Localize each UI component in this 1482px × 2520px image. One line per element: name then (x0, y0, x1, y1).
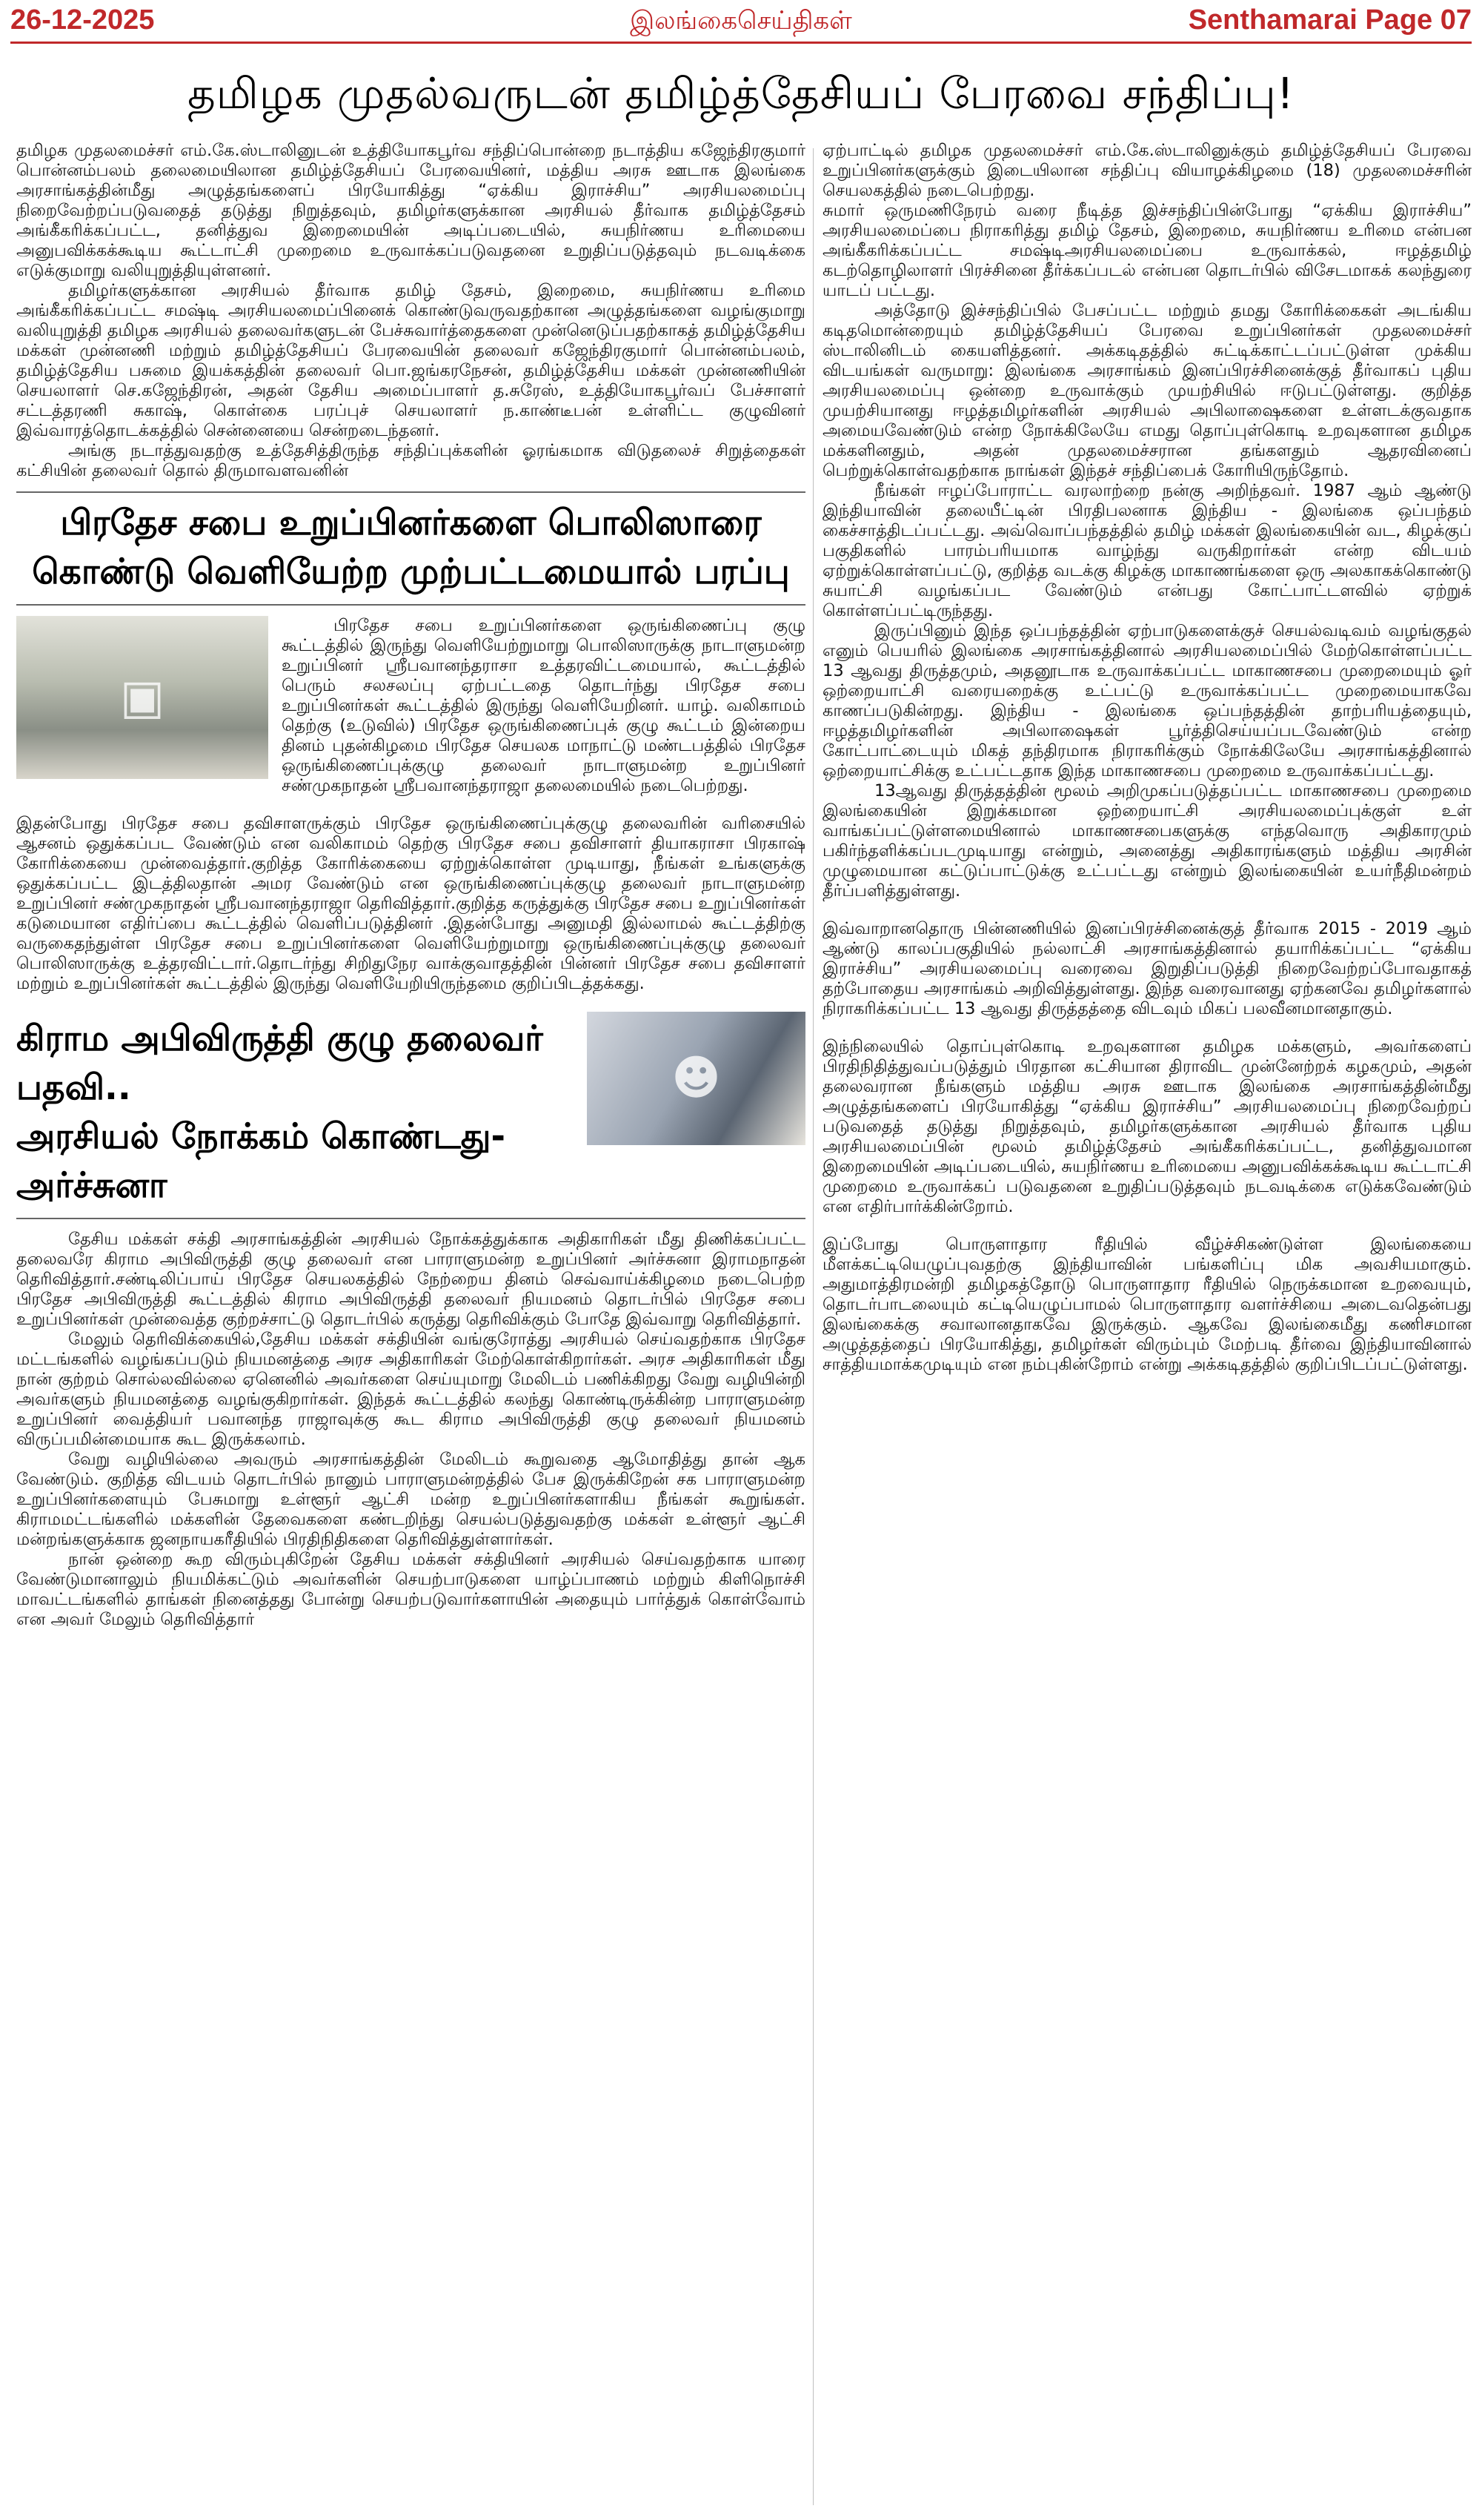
continued-para-8: இந்நிலையில் தொப்புள்கொடி உறவுகளான தமிழக மக்களும், அவர்களைப் பிரதிநிதித்துவப்படுத்தும் பிரதான கட்சியான திராவிட முன்னேற்றக் கழகமும், அதன் தலைவரான நீங்களும் மத்திய அரசு ஊடாக இலங்கை அரசாங்கத்தின்மீது அழுத்தங்களைப் பிரயோகித்து “ஏக்கிய இராச்சிய” அரசியலமைப்பு நிறைவேற்றப் படுவதைத் தடுத்து நிறுத்தவும், தமிழர்களுக்கான அரசியல் தீர்வாக புதிய அரசியலமைப்பின் மூலம் தமிழ்த்தேசம் அங்கீகரிக்கப்பட்ட, தனித்துவமான இறைமையின் அடிப்படையில், சுயநிர்ணய உரிமையை அனுபவிக்கக்கூடிய கூட்டாட்சி முறைமை உருவாக்கப் படுவதனை உறுதிப்படுத்தவும் நடவடிக்கை எடுக்கவேண்டும் என எதிர்பார்க்கின்றோம். (823, 1037, 1472, 1216)
continued-para-2: சுமார் ஒருமணிநேரம் வரை நீடித்த இச்சந்திப்பின்போது “ஏக்கிய இராச்சிய” அரசியலமைப்பை நிராகரித்து தமிழ் தேசம், இறைமை, சுயநிர்ணய உரிமை என்பன அங்கீகரிக்கப்பட்ட சமஷ்டிஅரசியலமைப்பை உருவாக்கல், ஈழத்தமிழ் கடற்தொழிலாளர் பிரச்சினை தீர்க்கப்படல் என்பன தொடர்பில் விசேடமாகக் கலந்துரை யாடப் பட்டது. (823, 201, 1472, 300)
article3-para-3: வேறு வழியில்லை அவரும் அரசாங்கத்தின் மேலிடம் கூறுவதை ஆமோதித்து தான் ஆக வேண்டும். குறித்த விடயம் தொடர்பில் நானும் பாராளுமன்றத்தில் பேச இருக்கிறேன் சக பாராளுமன்ற உறுப்பினர்களையும் பேசுமாறு உள்ளூர் ஆட்சி மன்ற உறுப்பினர்களாகிய நீங்கள் கூறுங்கள். கிராமமட்டங்களில் மக்களின் தேவைகளை கண்டறிந்து செயல்படுத்துவதற்கு மக்கள் உள்ளூர் ஆட்சி மன்றங்களுக்காக ஜனநாயகரீதியில் பிரதிநிதிகளை தெரிவித்துள்ளார்கள். (16, 1450, 805, 1549)
meeting-photo (16, 616, 268, 779)
article1-para-3: அங்கு நடாத்துவதற்கு உத்தேசித்திருந்த சந்திப்புக்களின் ஓரங்கமாக விடுதலைச் சிறுத்தைகள் கட்சியின் தலைவர் தொல் திருமாவளவனின் (16, 441, 805, 480)
edition-page: Senthamarai Page 07 (1188, 4, 1472, 36)
issue-date: 26-12-2025 (10, 4, 155, 36)
section-title: இலங்கைசெய்திகள் (630, 6, 852, 36)
continued-para-1: ஏற்பாட்டில் தமிழக முதலமைச்சர் எம்.கே.ஸ்டாலினுக்கும் தமிழ்த்தேசியப் பேரவை உறுப்பினர்களுக்கும் இடையிலான சந்திப்பு வியாழக்கிழமை (18) முதலமைச்சரின் செயலகத்தில் நடைபெற்றது. (823, 141, 1472, 200)
article3-para-4: நான் ஒன்றை கூற விரும்புகிறேன் தேசிய மக்கள் சக்தியினர் அரசியல் செய்வதற்காக யாரை வேண்டுமானாலும் நியமிக்கட்டும் அவர்களின் செயற்பாடுகளை யாழ்ப்பாணம் மற்றும் கிளிநொச்சி மாவட்டங்களில் தாங்கள் நினைத்தது போன்று செயற்படுவார்களாயின் அதையும் பார்த்துக் கொள்வோம் என அவர் மேலும் தெரிவித்தார் (16, 1550, 805, 1629)
continued-para-4: நீங்கள் ஈழப்போராட்ட வரலாற்றை நன்கு அறிந்தவர். 1987 ஆம் ஆண்டு இந்தியாவின் தலையீட்டின் பிரதிபலனாக இந்திய - இலங்கை ஒப்பந்தம் கைச்சாத்திடப்பட்டது. அவ்வொப்பந்தத்தில் தமிழ் மக்கள் இலங்கையின் வட, கிழக்குப் பகுதிகளில் பாரம்பரியமாக வாழ்ந்து வருகிறார்கள் என்ற விடயம் ஏற்றுக்கொள்ளப்பட்டு, குறித்த வடக்கு கிழக்கு மாகாணங்களை ஒரு அலகாகக்கொண்டு சுயாட்சி வழங்கப்பட வேண்டும் என்பது கோட்பாட்டளவில் ஏற்றுக் கொள்ளப்பட்டிருந்தது. (823, 481, 1472, 620)
archchuna-portrait-photo (587, 1012, 805, 1145)
person-icon: ☻ (671, 1051, 721, 1106)
article1-para-1: தமிழக முதலமைச்சர் எம்.கே.ஸ்டாலினுடன் உத்தியோகபூர்வ சந்திப்பொன்றை நடாத்திய கஜேந்திரகுமார் பொன்னம்பலம் தலைமையிலான தமிழ்த்தேசியப் பேரவையினர், மத்திய அரசு ஊடாக இலங்கை அரசாங்கத்தின்மீது அழுத்தங்களைப் பிரயோகித்து “ஏக்கிய இராச்சிய” அரசியலமைப்பு நிறைவேற்றப்படுவதைத் தடுத்து நிறுத்தவும், தமிழர்களுக்கான அரசியல் தீர்வாக தமிழ்த்தேசம் அங்கீகரிக்கப்பட்ட, தனித்துவ இறைமையின் அடிப்படையில், சுயநிர்ணய உரிமையை அனுபவிக்கக்கூடிய கூட்டாட்சி முறைமை உருவாக்கப்படுவதனை உறுதிப்படுத்தவும் நடவடிக்கை எடுக்குமாறு வலியுறுத்தியுள்ளனர். (16, 141, 805, 280)
camera-icon: ▣ (119, 670, 165, 725)
masthead-rule (10, 42, 1472, 44)
right-column (823, 141, 1472, 2513)
article2-para-1: பிரதேச சபை உறுப்பினர்களை ஒருங்கிணைப்பு குழு கூட்டத்தில் இருந்து வெளியேற்றுமாறு பொலிஸாருக்கு நாடாளுமன்ற உறுப்பினர் ஸ்ரீபவானந்தராசா உத்தரவிட்டமையால், கூட்டத்தில் பெரும் சலசலப்பு ஏற்பட்டதை தொடர்ந்து பிரதேச சபை உறுப்பினர்கள் கூட்டத்தில் இருந்து வெளியேறினர். யாழ். வலிகாமம் தெற்கு (உடுவில்) பிரதேச ஒருங்கிணைப்புக் குழு கூட்டம் இன்றைய தினம் புதன்கிழமை பிரதேச செயலக மாநாட்டு மண்டபத்தில் பிரதேச ஒருங்கிணைப்புக்குழு தலைவர் நாடாளுமன்ற உறுப்பினர் சண்முகநாதன் ஸ்ரீபவானந்தராஜா தலைமையில் நடைபெற்றது. (282, 616, 805, 795)
article-stalin-meeting (16, 141, 805, 481)
article2-headline-box (16, 491, 805, 606)
continued-para-3: அத்தோடு இச்சந்திப்பில் பேசப்பட்ட மற்றும் தமது கோரிக்கைகள் அடங்கிய கடிதமொன்றையும் தமிழ்த்தேசியப் பேரவை உறுப்பினர்கள் முதலமைச்சர் ஸ்டாலினிடம் கையளித்தனர். அக்கடிதத்தில் சுட்டிக்காட்டப்பட்டுள்ள முக்கிய விடயங்கள் வருமாறு: இலங்கை அரசாங்கம் இனப்பிரச்சினைக்குத் தீர்வாகப் புதிய அரசியலமைப்பு ஒன்றை உருவாக்கும் முயற்சியில் ஈடுபட்டுள்ளது. குறித்த முயற்சியானது ஈழத்தமிழர்களின் அரசியல் அபிலாஷைகளை உள்ளடக்குவதாக அமையவேண்டும் என்ற நோக்கிலேயே எமது தொப்புள்கொடி உறவுகளான தமிழக மக்களினதும், அதன் முதலமைச்சரான தங்களதும் ஆதரவினைப் பெற்றுக்கொள்வதற்காக நாங்கள் இந்தச் சந்திப்பைக் கோரியிருந்தோம். (823, 301, 1472, 480)
article2-para-2: இதன்போது பிரதேச சபை தவிசாளருக்கும் பிரதேச ஒருங்கிணைப்புக்குழு தலைவரின் வரிசையில் ஆசனம் ஒதுக்கப்பட வேண்டும் என வலிகாமம் தெற்கு பிரதேச சபை தவிசாளர் தியாகராசா பிரகாஷ் கோரிக்கையை முன்வைத்தார்.குறித்த கோரிக்கையை ஏற்றுக்கொள்ள முடியாது, நீங்கள் உங்களுக்கு ஒதுக்கப்பட்ட இடத்திலதான் அமர வேண்டும் என ஒருங்கிணைப்புக்குழு தலைவர் நாடாளுமன்ற உறுப்பினர் சண்முகநாதன் ஸ்ரீபவானந்தராஜா தெரிவித்தார்.குறித்த கருத்துக்கு பிரதேச சபை உறுப்பினர்கள் கடுமையான எதிர்ப்பை கூட்டத்தில் வெளிப்படுத்தினர் .இதன்போது அனுமதி இல்லாமல் கூட்டத்திற்கு வருகைதந்துள்ள பிரதேச சபை உறுப்பினர்களை வெளியேற்றுமாறு ஒருங்கிணைப்புக்குழு தலைவர் பொலிஸாருக்கு உத்தரவிட்டார்.தொடர்ந்து சிறிதுநேர வாக்குவாதத்தின் பின்னர் பிரதேச சபை தவிசாளர் மற்றும் உறுப்பினர்கள் கூட்டத்தில் இருந்து வெளியேறியிருந்தமை குறிப்பிடத்தக்கது. (16, 814, 805, 993)
article1-para-2: தமிழர்களுக்கான அரசியல் தீர்வாக தமிழ் தேசம், இறைமை, சுயநிர்ணய உரிமை அங்கீகரிக்கப்பட்ட சமஷ்டி அரசியலமைப்பினைக் கொண்டுவருவதற்கான அழுத்தங்களை வழங்குமாறு வலியுறுத்தி தமிழக அரசியல் தலைவர்களுடன் பேச்சுவார்த்தைகளை முன்னெடுப்பதற்காகத் தமிழ்த்தேசிய மக்கள் முன்னணி மற்றும் தமிழ்த்தேசியப் பேரவையின் தலைவர் கஜேந்திரகுமார் பொன்னம்பலம், தமிழ்த்தேசிய பசுமை இயக்கத்தின் தலைவர் பொ.ஜங்கரநேசன், தமிழ்த்தேசிய மக்கள் முன்னணியின் செயலாளர் செ.கஜேந்திரன், அதன் தேசிய அமைப்பாளர் த.சுரேஸ், உத்தியோகபூர்வப் பேச்சாளர் சட்டத்தரணி சுகாஷ், கொள்கை பரப்புச் செயலாளர் ந.காண்டீபன் உள்ளிட்ட குழுவினர் இவ்வாரத்தொடக்கத்தில் சென்னையை சென்றடைந்தனர். (16, 281, 805, 440)
continued-para-5: இருப்பினும் இந்த ஒப்பந்தத்தின் ஏற்பாடுகளைக்குச் செயல்வடிவம் வழங்குதல் எனும் பெயரில் இலங்கை அரசாங்கத்தினால் அரசியலமைப்பில் மேற்கொள்ளப்பட்ட 13 ஆவது திருத்தமும், அதனூடாக உருவாக்கப்பட்ட மாகாணசபை முறைமையும் ஓர் ஒற்றையாட்சி வரையறைக்கு உட்பட்டு உருவாக்கப்பட்ட முறைமையாகவே காணப்படுகின்றது. இந்திய - இலங்கை ஒப்பந்தத்தின் தாற்பரியத்தையும், ஈழத்தமிழர்களின் அபிலாஷைகள் பூர்த்திசெய்யப்படவேண்டும் என்ற கோட்பாட்டையும் மிகத் தந்திரமாக நிராகரிக்கும் நோக்கிலேயே அரசாங்கத்தினால் ஒற்றையாட்சிக்கு உட்பட்டதாக இந்த மாகாணசபை முறைமை உருவாக்கப்பட்டது. (823, 621, 1472, 780)
continued-para-6: 13ஆவது திருத்தத்தின் மூலம் அறிமுகப்படுத்தப்பட்ட மாகாணசபை முறைமை இலங்கையின் இறுக்கமான ஒற்றையாட்சி அரசியலமைப்புக்குள் உள் வாங்கப்பட்டுள்ளமையினால் மாகாணசபைகளுக்கு எந்தவொரு அதிகாரமும் பகிர்ந்தளிக்கப்படமுடியாது என்றும், அனைத்து அதிகாரங்களும் மத்திய அரசின் முழுமையான கட்டுப்பாட்டுக்கு உட்பட்டது என்றும் இலங்கையின் உயர்நீதிமன்றம் தீர்ப்பளித்துள்ளது. (823, 781, 1472, 901)
article3-para-2: மேலும் தெரிவிக்கையில்,தேசிய மக்கள் சக்தியின் வங்குரோத்து அரசியல் செய்வதற்காக பிரதேச மட்டங்களில் வழங்கப்படும் நியமனத்தை அரச அதிகாரிகள் மேற்கொள்கிறார்கள். அரச அதிகாரிகள் மீது நான் குற்றம் சொல்லவில்லை ஏனெனில் அவர்களை செய்யுமாறு மேலிடம் பணிக்கிறது வேறு வழியின்றி அவர்களும் நியமனத்தை வழங்குகிறார்கள். இந்தக் கூட்டத்தில் கலந்து கொண்டிருக்கின்ற பாராளுமன்ற உறுப்பினர் வைத்தியர் பவானந்த ராஜாவுக்கு கூட கிராம அபிவிருத்தி குழு தலைவர் நியமனம் விருப்பமின்மையாக கூட இருக்கலாம். (16, 1330, 805, 1449)
column-divider (813, 148, 814, 2505)
continued-para-9: இப்போது பொருளாதார ரீதியில் வீழ்ச்சிகண்டுள்ள இலங்கையை மீளக்கட்டியெழுப்புவதற்கு இந்தியாவின் பங்களிப்பு மிக அவசியமாகும். அதுமாத்திரமன்றி தமிழகத்தோடு பொருளாதார ரீதியில் நெருக்கமான உறவையும், தொடர்பாடலையும் கட்டியெழுப்பாமல் பொருளாதார வளர்ச்சியை அடைவதென்பது இலங்கைக்கு சவாலானதாகவே இருக்கும். ஆகவே இலங்கைமீது கணிசமான அழுத்தத்தைப் பிரயோகித்து, தமிழர்கள் விரும்பும் மேற்படி தீர்வை இந்தியாவினால் சாத்தியமாக்கமுடியும் என நம்புகின்றோம் என்று அக்கடிதத்தில் குறிப்பிடப்பட்டுள்ளது. (823, 1235, 1472, 1374)
article3-headline-line1: கிராம அபிவிருத்தி குழு தலைவர் பதவி.. (16, 1018, 543, 1108)
continued-para-7: இவ்வாறானதொரு பின்னணியில் இனப்பிரச்சினைக்குத் தீர்வாக 2015 - 2019 ஆம் ஆண்டு காலப்பகுதியில் நல்லாட்சி அரசாங்கத்தினால் தயாரிக்கப்பட்ட “ஏக்கிய இராச்சிய” அரசியலமைப்பு வரைவை இறுதிப்படுத்தி நிறைவேற்றப்போவதாகத் தற்போதைய அரசாங்கம் அறிவித்துள்ளது. இந்த வரைவானது ஏற்கனவே தமிழர்களால் நிராகரிக்கப்பட்ட 13 ஆவது திருத்தத்தை விடவும் மிகப் பலவீனமானதாகும். (823, 919, 1472, 1018)
banner-headline: தமிழக முதல்வருடன் தமிழ்த்தேசியப் பேரவை சந்திப்பு! (187, 68, 1295, 119)
article-police-eviction (16, 491, 805, 994)
masthead (0, 0, 1482, 43)
article2-headline-line1: பிரதேச சபை உறுப்பினர்களை பொலிஸாரை (60, 503, 762, 543)
left-column (16, 141, 805, 2513)
article3-para-1: தேசிய மக்கள் சக்தி அரசாங்கத்தின் அரசியல் நோக்கத்துக்காக அதிகாரிகள் மீது திணிக்கப்பட்ட தலைவரே கிராம அபிவிருத்தி குழு தலைவர் என பாராளுமன்ற உறுப்பினர் அர்ச்சுனா இராமநாதன் தெரிவித்தார்.சண்டிலிப்பாய் பிரதேச செயலகத்தில் நேற்றைய தினம் செவ்வாய்க்கிழமை நடைபெற்ற பிரதேச அபிவிருத்தி கூட்டத்தில் கிராம அபிவிருத்தி தலைவர் நியமனம் தொடர்பில் பிரதேச சபை உறுப்பினர்கள் முன்வைத்த குற்றச்சாட்டு தொடர்பில் கருத்து தெரிவிக்கும் போதே இவ்வாறு தெரிவித்தார். (16, 1230, 805, 1329)
article2-headline-line2: கொண்டு வெளியேற்ற முற்பட்டமையால் பரப்பு (32, 551, 790, 592)
article3-headline-line2: அரசியல் நோக்கம் கொண்டது-அர்ச்சுனா (16, 1116, 506, 1206)
article-village-development (16, 1009, 805, 1630)
